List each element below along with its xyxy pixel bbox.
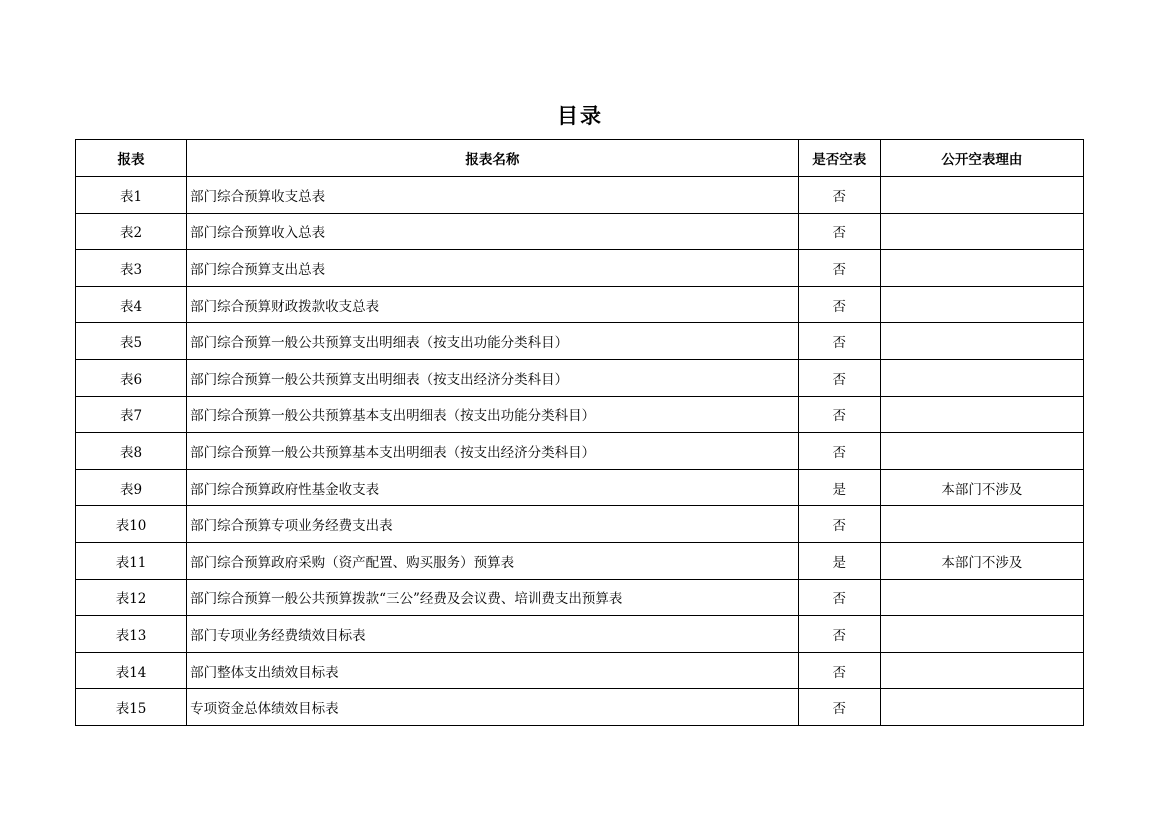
table-row — [76, 177, 1084, 214]
table-row — [76, 433, 1084, 470]
report-name: 部门综合预算一般公共预算支出明细表（按支出功能分类科目） — [187, 323, 799, 360]
report-name: 部门综合预算一般公共预算基本支出明细表（按支出经济分类科目） — [187, 433, 799, 470]
report-reason — [880, 213, 1083, 250]
report-reason — [880, 396, 1083, 433]
report-id: 表13 — [76, 616, 187, 653]
report-id: 表15 — [76, 689, 187, 726]
report-id: 表2 — [76, 213, 187, 250]
report-id: 表5 — [76, 323, 187, 360]
table-header-row — [76, 140, 1084, 177]
report-name: 部门综合预算一般公共预算支出明细表（按支出经济分类科目） — [187, 359, 799, 396]
report-name: 部门综合预算收入总表 — [187, 213, 799, 250]
report-name: 部门综合预算一般公共预算基本支出明细表（按支出功能分类科目） — [187, 396, 799, 433]
header-report: 报表 — [76, 140, 187, 177]
table-row — [76, 396, 1084, 433]
report-name: 部门综合预算政府性基金收支表 — [187, 469, 799, 506]
report-empty: 否 — [798, 213, 880, 250]
report-empty: 否 — [798, 433, 880, 470]
report-id: 表12 — [76, 579, 187, 616]
report-reason — [880, 689, 1083, 726]
report-empty: 否 — [798, 359, 880, 396]
report-empty: 否 — [798, 396, 880, 433]
report-name: 部门综合预算专项业务经费支出表 — [187, 506, 799, 543]
report-empty: 是 — [798, 542, 880, 579]
report-reason — [880, 616, 1083, 653]
report-table — [75, 139, 1084, 726]
report-id: 表1 — [76, 177, 187, 214]
report-id: 表14 — [76, 652, 187, 689]
table-row — [76, 213, 1084, 250]
header-empty-reason: 公开空表理由 — [880, 140, 1083, 177]
table-row — [76, 689, 1084, 726]
table-row — [76, 250, 1084, 287]
report-id: 表11 — [76, 542, 187, 579]
report-name: 部门综合预算支出总表 — [187, 250, 799, 287]
report-empty: 否 — [798, 250, 880, 287]
report-empty: 否 — [798, 177, 880, 214]
report-id: 表4 — [76, 286, 187, 323]
report-id: 表7 — [76, 396, 187, 433]
report-reason — [880, 579, 1083, 616]
table-row — [76, 469, 1084, 506]
table-row — [76, 359, 1084, 396]
report-reason — [880, 177, 1083, 214]
report-empty: 否 — [798, 579, 880, 616]
report-reason: 本部门不涉及 — [880, 469, 1083, 506]
report-reason — [880, 250, 1083, 287]
report-name: 部门专项业务经费绩效目标表 — [187, 616, 799, 653]
table-row — [76, 323, 1084, 360]
report-id: 表6 — [76, 359, 187, 396]
report-id: 表10 — [76, 506, 187, 543]
report-name: 部门整体支出绩效目标表 — [187, 652, 799, 689]
report-reason — [880, 323, 1083, 360]
table-row — [76, 579, 1084, 616]
table-row — [76, 506, 1084, 543]
report-empty: 否 — [798, 323, 880, 360]
header-is-empty: 是否空表 — [798, 140, 880, 177]
report-name: 专项资金总体绩效目标表 — [187, 689, 799, 726]
report-name: 部门综合预算政府采购（资产配置、购买服务）预算表 — [187, 542, 799, 579]
report-empty: 否 — [798, 506, 880, 543]
report-reason — [880, 286, 1083, 323]
report-empty: 是 — [798, 469, 880, 506]
table-row — [76, 286, 1084, 323]
table-row — [76, 542, 1084, 579]
report-name: 部门综合预算财政拨款收支总表 — [187, 286, 799, 323]
page-title: 目录 — [557, 104, 603, 128]
header-report-name: 报表名称 — [187, 140, 799, 177]
report-empty: 否 — [798, 689, 880, 726]
report-reason: 本部门不涉及 — [880, 542, 1083, 579]
report-id: 表3 — [76, 250, 187, 287]
report-id: 表9 — [76, 469, 187, 506]
report-name: 部门综合预算收支总表 — [187, 177, 799, 214]
report-reason — [880, 359, 1083, 396]
report-reason — [880, 506, 1083, 543]
report-empty: 否 — [798, 652, 880, 689]
table-row — [76, 652, 1084, 689]
report-name: 部门综合预算一般公共预算拨款“三公”经费及会议费、培训费支出预算表 — [187, 579, 799, 616]
report-id: 表8 — [76, 433, 187, 470]
report-reason — [880, 652, 1083, 689]
report-empty: 否 — [798, 616, 880, 653]
report-empty: 否 — [798, 286, 880, 323]
report-reason — [880, 433, 1083, 470]
table-row — [76, 616, 1084, 653]
